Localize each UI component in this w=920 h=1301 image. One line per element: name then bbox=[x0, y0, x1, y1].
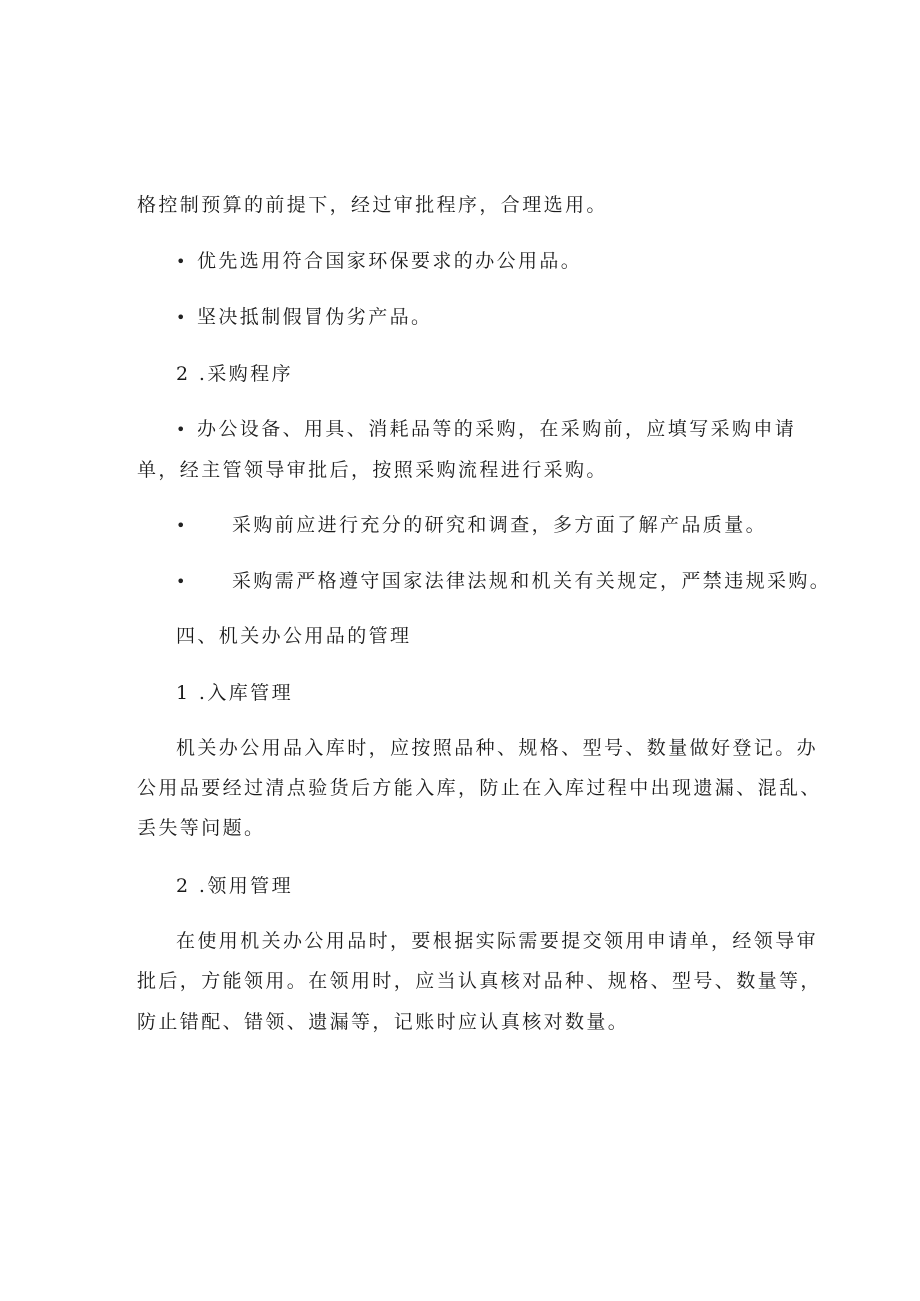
bullet-icon: • bbox=[176, 252, 186, 271]
bullet-icon: • bbox=[176, 572, 186, 591]
paragraph-line: 在使用机关办公用品时，要根据实际需要提交领用申请单，经领导审 bbox=[176, 930, 819, 952]
subheading-use: 2 .领用管理 bbox=[176, 875, 293, 897]
section-heading: 四、机关办公用品的管理 bbox=[176, 625, 412, 647]
paragraph-line: 格控制预算的前提下，经过审批程序，合理选用。 bbox=[137, 194, 608, 216]
bullet-icon: • bbox=[176, 308, 186, 327]
paragraph-line: 防止错配、错领、遗漏等，记账时应认真核对数量。 bbox=[137, 1011, 630, 1033]
bullet-item: 采购需严格遵守国家法律法规和机关有关规定，严禁违规采购。 bbox=[232, 570, 832, 592]
paragraph-line: 批后，方能领用。在领用时，应当认真核对品种、规格、型号、数量等， bbox=[137, 970, 822, 992]
bullet-item: 采购前应进行充分的研究和调查，多方面了解产品质量。 bbox=[232, 514, 768, 536]
subheading-purchase: 2 .采购程序 bbox=[176, 363, 293, 385]
paragraph-line: 公用品要经过清点验货后方能入库，防止在入库过程中出现遗漏、混乱、 bbox=[137, 777, 822, 799]
paragraph-line: 机关办公用品入库时，应按照品种、规格、型号、数量做好登记。办 bbox=[176, 737, 819, 759]
subheading-storage: 1 .入库管理 bbox=[176, 682, 293, 704]
paragraph-line: 丢失等问题。 bbox=[137, 817, 266, 839]
bullet-icon: • bbox=[176, 420, 186, 439]
bullet-item: 优先选用符合国家环保要求的办公用品。 bbox=[197, 250, 583, 272]
bullet-item: 办公设备、用具、消耗品等的采购，在采购前，应填写采购申请 bbox=[197, 418, 797, 440]
paragraph-line: 单，经主管领导审批后，按照采购流程进行采购。 bbox=[137, 459, 608, 481]
bullet-item: 坚决抵制假冒伪劣产品。 bbox=[197, 306, 433, 328]
bullet-icon: • bbox=[176, 516, 186, 535]
